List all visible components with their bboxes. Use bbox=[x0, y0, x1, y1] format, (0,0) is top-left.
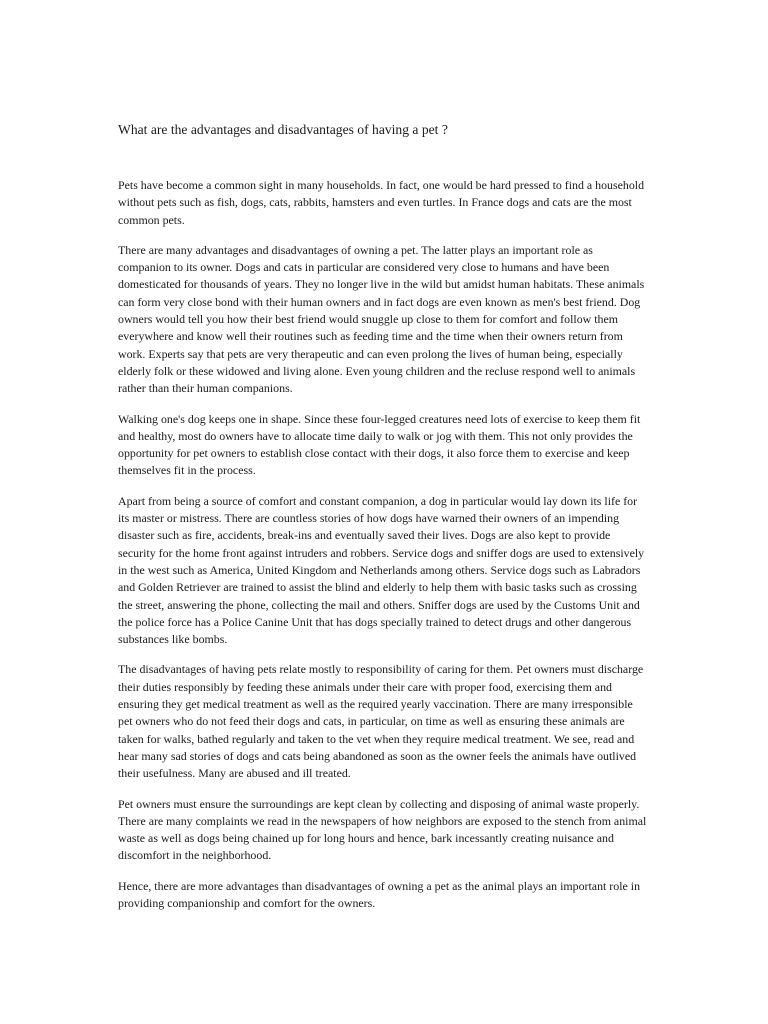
document-body bbox=[118, 177, 688, 925]
paragraph-introduction: Pets have become a common sight in many households. In fact, one would be hard pressed to find a household without pets such as fish, dogs, cats, rabbits, hamsters and even turtles. In France dogs and cats are the most common pets. bbox=[118, 178, 645, 227]
paragraph-protection-service: Apart from being a source of comfort and constant companion, a dog in particular would lay down its life for its master or mistress. There are countless stories of how dogs have warned their owners of an impending disaster such as fire, accidents, break-ins and eventually saved their lives. Dogs are also kept to provide security for the home front against intruders and robbers. Service dogs and sniffer dogs are used to extensively in the west such as America, United Kingdom and Netherlands among others. Service dogs such as Labradors and Golden Retriever are trained to assist the blind and elderly to help them with basic tasks such as crossing the street, answering the phone, collecting the mail and others. Sniffer dogs are used by the Customs Unit and the police force has a Police Canine Unit that has dogs specially trained to detect drugs and other dangerous substances like bombs. bbox=[118, 493, 645, 647]
paragraph-conclusion: Hence, there are more advantages than disadvantages of owning a pet as the animal plays an important role in providing companionship and comfort for the owners. bbox=[118, 878, 641, 910]
paragraph-disadvantages-responsibility: The disadvantages of having pets relate mostly to responsibility of caring for them. Pet owners must discharge their duties responsibly by feeding these animals under their care with proper food, exercising them and ensuring they get medical treatment as well as the required yearly vaccination. There are many irresponsible pet owners who do not feed their dogs and cats, in particular, on time as well as ensuring these animals are taken for walks, bathed regularly and taken to the vet when they require medical treatment. We see, read and hear many sad stories of dogs and cats being abandoned as soon as the owner feels the animals have outlived their usefulness. Many are abused and ill treated. bbox=[118, 662, 644, 781]
paragraph-hygiene-nuisance: Pet owners must ensure the surroundings are kept clean by collecting and disposing of animal waste properly. There are many complaints we read in the newspapers of how neighbors are exposed to the stench from animal waste as well as dogs being chained up for long hours and hence, bark incessantly creating nuisance and discomfort in the neighborhood. bbox=[118, 796, 647, 863]
paragraph-exercise: Walking one's dog keeps one in shape. Since these four-legged creatures need lots of exercise to keep them fit and healthy, most do owners have to allocate time daily to walk or jog with them. This not only provides the opportunity for pet owners to establish close contact with their dogs, it also force them to exercise and keep themselves fit in the process. bbox=[118, 411, 641, 478]
paragraph-advantages-companionship: There are many advantages and disadvantages of owning a pet. The latter plays an important role as companion to its owner. Dogs and cats in particular are considered very close to humans and have been domesticated for thousands of years. They no longer live in the wild but amidst human habitats. These animals can form very close bond with their human owners and in fact dogs are even known as men's best friend. Dog owners would tell you how their best friend would snuggle up close to them for comfort and follow them everywhere and know well their routines such as feeding time and the time when their owners return from work. Experts say that pets are very therapeutic and can even prolong the lives of human being, especially elderly folk or these widowed and living alone. Even young children and the recluse respond well to animals rather than their human companions. bbox=[118, 242, 645, 396]
document-title: What are the advantages and disadvantages of having a pet ? bbox=[118, 122, 448, 137]
